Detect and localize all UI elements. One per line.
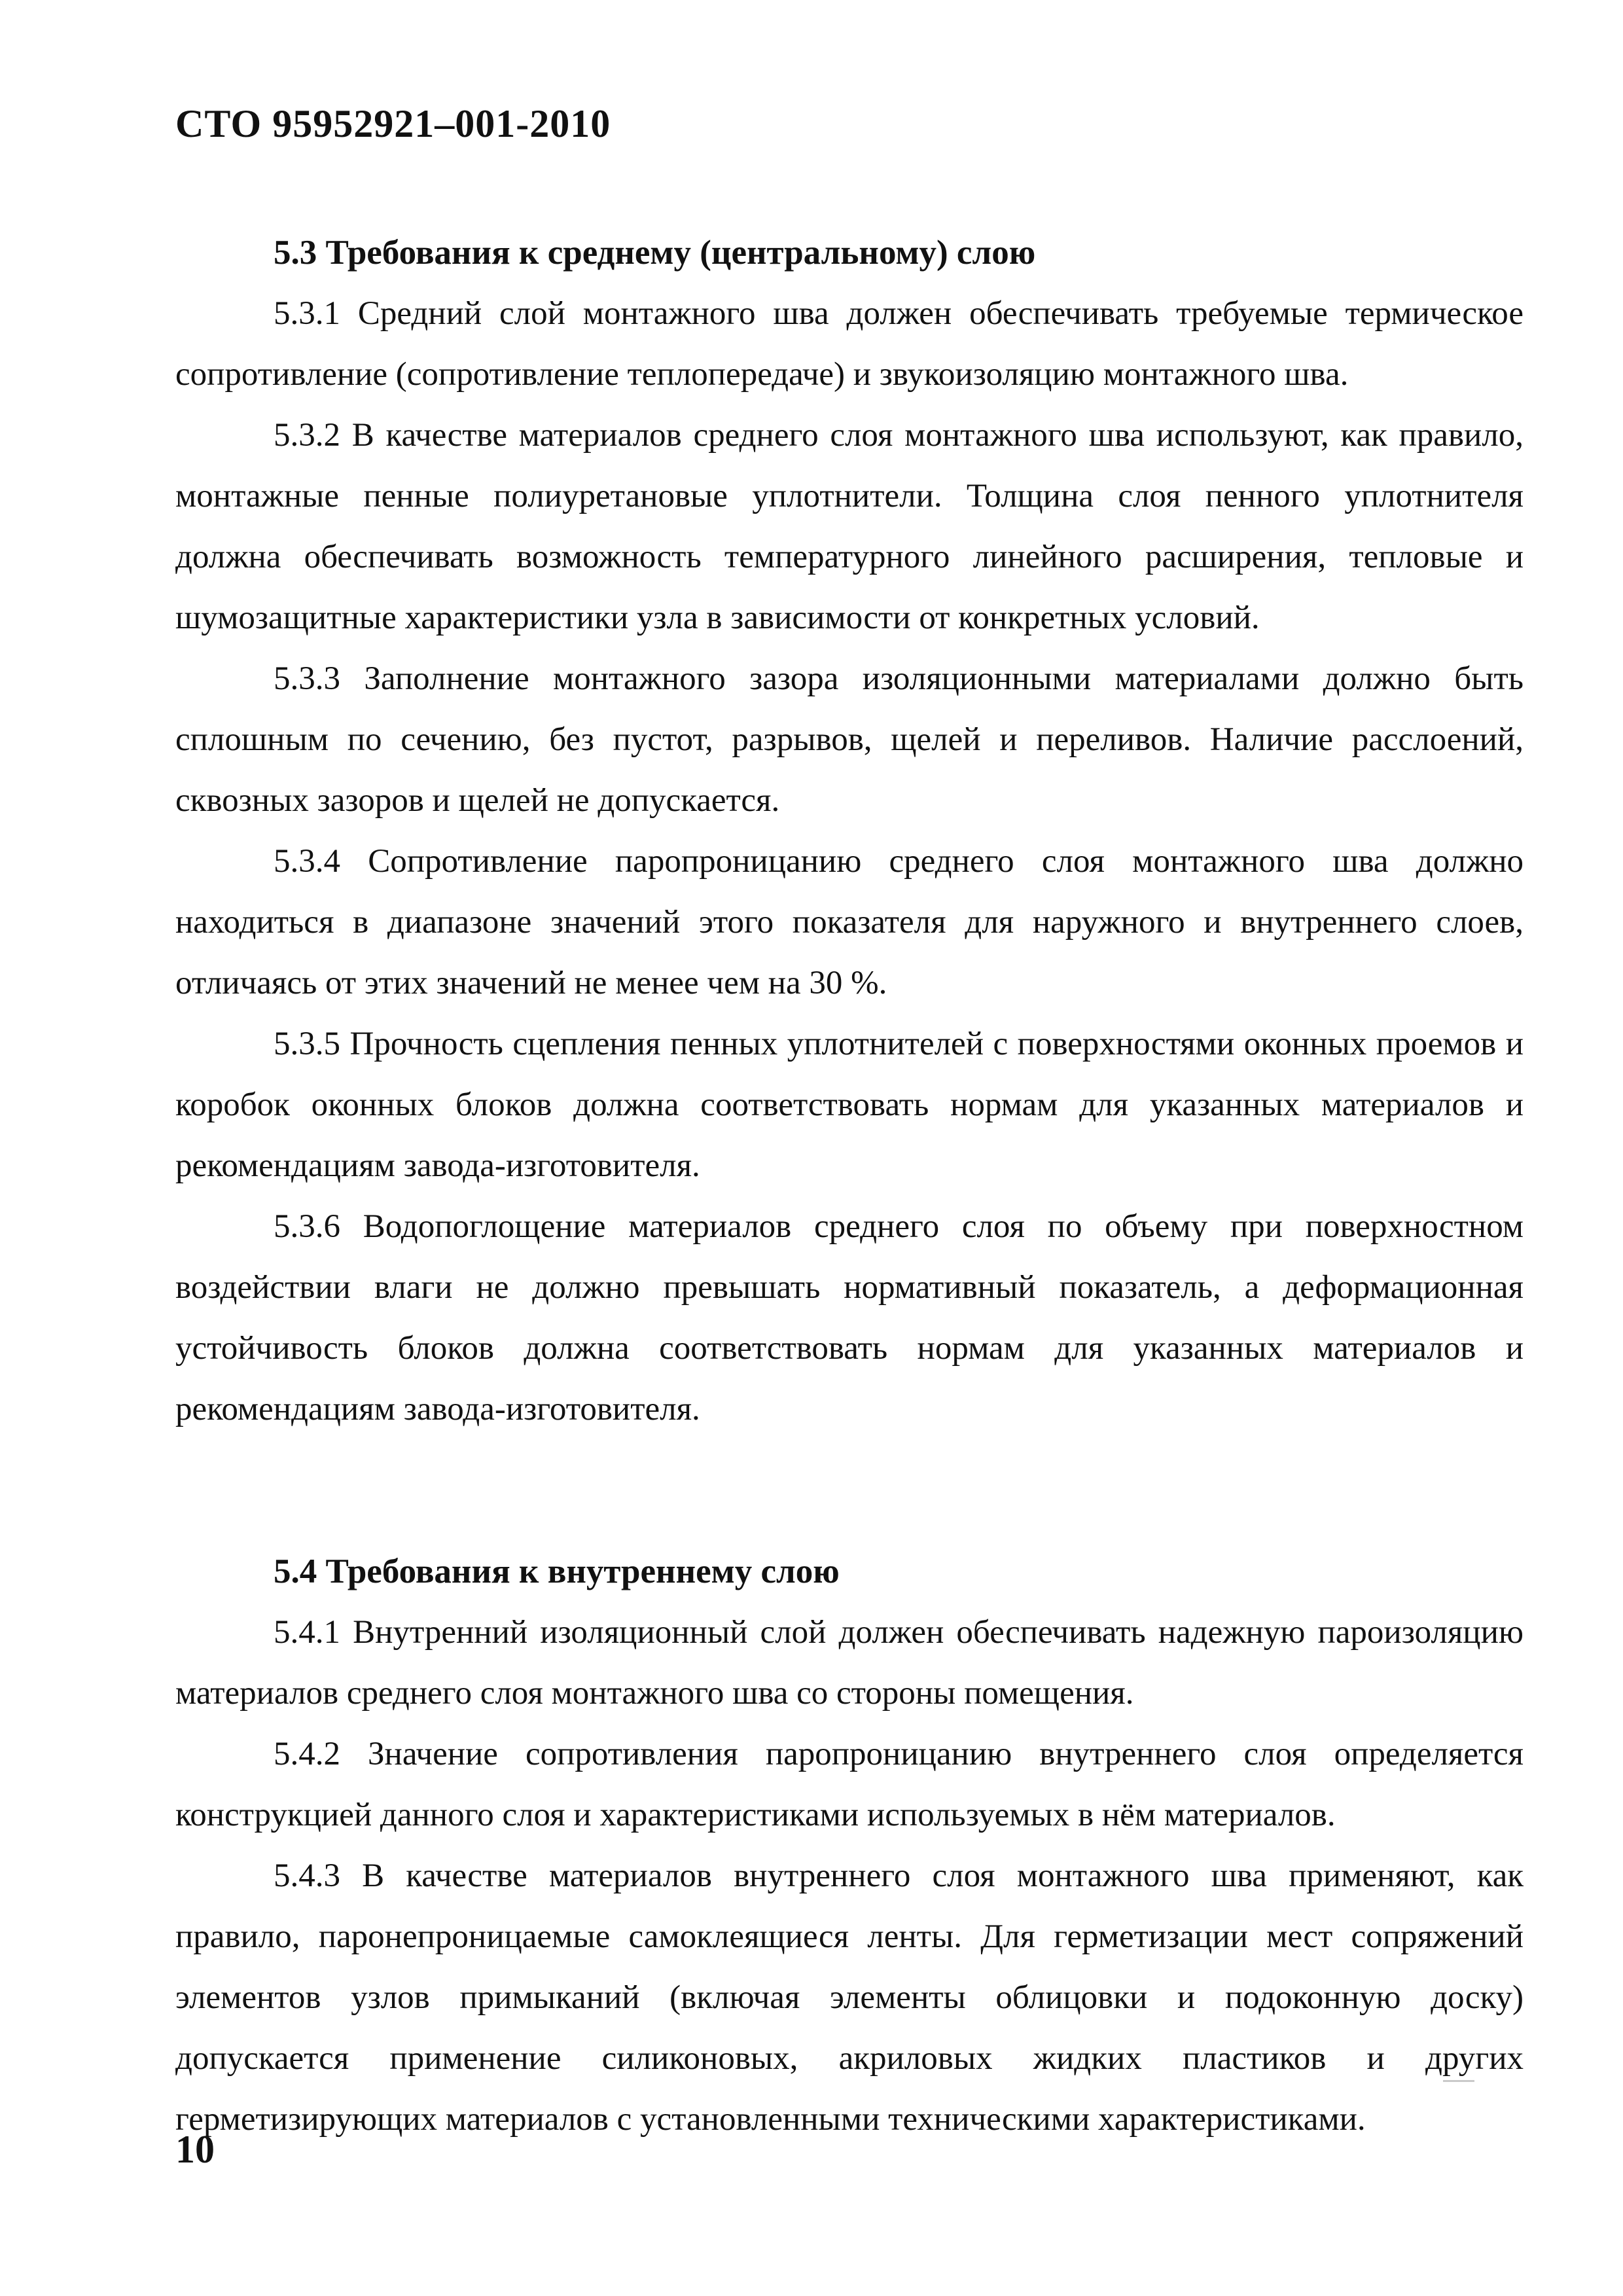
paragraph-5-3-5: 5.3.5 Прочность сцепления пенных уплотнителей с поверхностями оконных проемов и коробок оконных блоков должна соответствовать нормам для указанных материалов и рекомендациям завода-изготовителя. — [175, 1026, 1524, 1184]
paragraph-5-3-1: 5.3.1 Средний слой монтажного шва должен обеспечивать требуемые термическое сопротивление (сопротивление теплопередаче) и звукоизоляцию монтажного шва. — [175, 295, 1524, 393]
paragraph-5-4-2: 5.4.2 Значение сопротивления паропроницанию внутреннего слоя определяется конструкцией данного слоя и характеристиками используемых в нём материалов. — [175, 1736, 1524, 1833]
section-heading-5-4: 5.4 Требования к внутреннему слою — [274, 1552, 840, 1590]
paragraph-5-3-6: 5.3.6 Водопоглощение материалов среднего слоя по объему при поверхностном воздействии влаги не должно превышать нормативный показатель, а деформационная устойчивость блоков должна соответствовать нормам для указанных материалов и рекомендациям завода-изготовителя. — [175, 1208, 1524, 1427]
section-heading-5-3: 5.3 Требования к среднему (центральному) слою — [274, 234, 1036, 272]
paragraph-5-3-2: 5.3.2 В качестве материалов среднего слоя монтажного шва используют, как правило, монтажные пенные полиуретановые уплотнители. Толщина слоя пенного уплотнителя должна обеспечивать возможность температурного линейного расширения, тепловые и шумозащитные характеристики узла в зависимости от конкретных условий. — [175, 417, 1524, 636]
scan-artifact-line — [1443, 2080, 1474, 2082]
paragraph-5-3-4: 5.3.4 Сопротивление паропроницанию среднего слоя монтажного шва должно находиться в диапазоне значений этого показателя для наружного и внутреннего слоев, отличаясь от этих значений не менее чем на 30 %. — [175, 843, 1524, 1001]
paragraph-5-4-1: 5.4.1 Внутренний изоляционный слой должен обеспечивать надежную пароизоляцию материалов среднего слоя монтажного шва со стороны помещения. — [175, 1614, 1524, 1712]
document-body — [175, 223, 1524, 2150]
paragraph-5-4-3: 5.4.3 В качестве материалов внутреннего слоя монтажного шва применяют, как правило, паронепроницаемые самоклеящиеся ленты. Для герметизации мест сопряжений элементов узлов примыканий (включая элементы облицовки и подоконную доску) допускается применение силиконовых, акриловых жидких пластиков и других герметизирующих материалов с установленными техническими характеристиками. — [175, 1857, 1524, 2138]
paragraph-5-3-3: 5.3.3 Заполнение монтажного зазора изоляционными материалами должно быть сплошным по сечению, без пустот, разрывов, щелей и переливов. Наличие расслоений, сквозных зазоров и щелей не допускается. — [175, 660, 1524, 819]
page-number: 10 — [175, 2128, 215, 2171]
document-code-header: СТО 95952921–001-2010 — [175, 102, 611, 145]
